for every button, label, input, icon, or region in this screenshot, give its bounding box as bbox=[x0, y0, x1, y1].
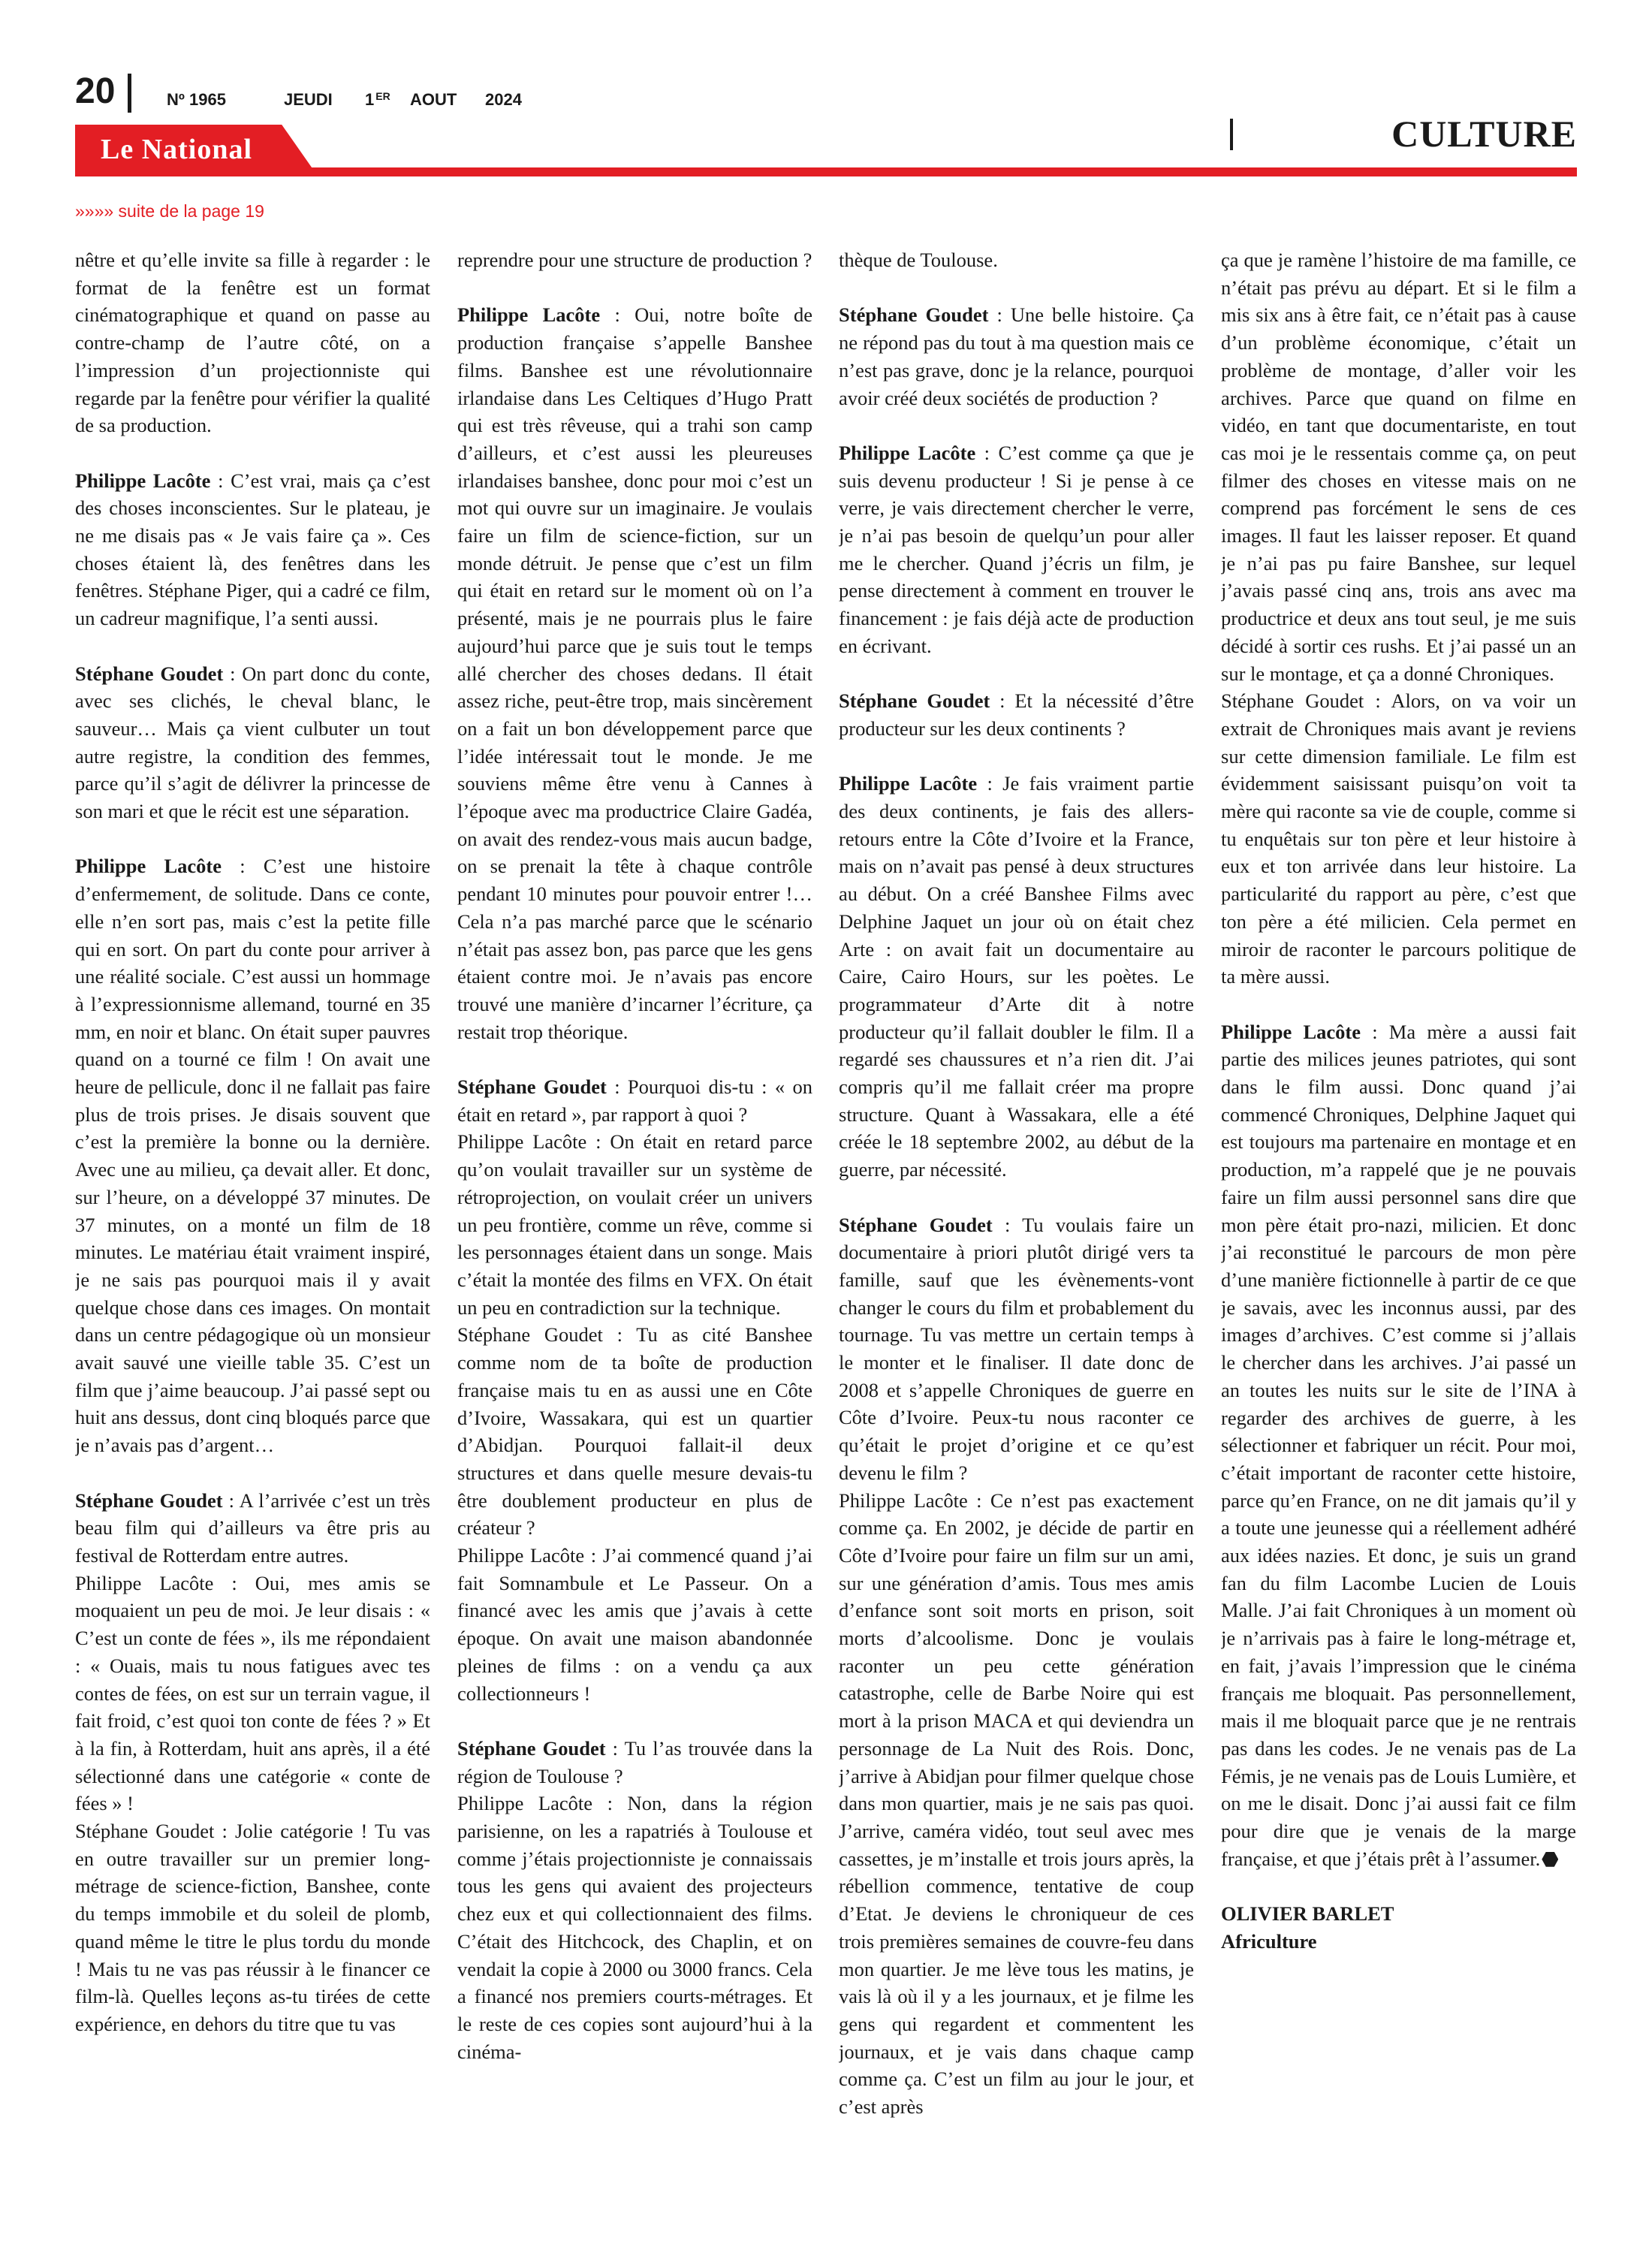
author-source: Africulture bbox=[1221, 1929, 1317, 1953]
paragraph-text: reprendre pour une structure de production ? bbox=[457, 249, 812, 271]
paragraph-text: : Je fais vraiment partie des deux continents, je fais des allers-retours entre la Côte d’Ivoire et la France, mais on n’avait pas pensé à deux structures au début. On a créé Banshee Films avec Delphine Jaquet un jour où on était chez Arte : on avait fait un documentaire au Caire, Cairo Hours, sur les poètes. Le programmateur d’Arte dit à notre producteur qu’il fallait doubler le film. Il a regardé ses chaussures et n’a rien dit. J’ai compris qu’il me fallait créer ma propre structure. Quant à Wassakara, elle a été créée le 18 septembre 2002, au début de la guerre, par nécessité. bbox=[839, 772, 1194, 1181]
article-column-1 bbox=[75, 246, 430, 2214]
speaker-name: Philippe Lacôte bbox=[75, 469, 211, 492]
article-paragraph bbox=[839, 1211, 1194, 1487]
speaker-name: Stéphane Goudet bbox=[839, 1213, 993, 1236]
speaker-name: Philippe Lacôte bbox=[457, 303, 601, 327]
article-paragraph bbox=[839, 1487, 1194, 2121]
paragraph-text: : C’est vrai, mais ça c’est des choses inconscientes. Sur le plateau, je ne me disais pas « Je vais faire ça ». Ces choses étaient là, des fenêtres dans les fenêtres. Stéphane Piger, qui a cadré ce film, un cadreur magnifique, l’a senti aussi. bbox=[75, 469, 430, 630]
speaker-name: Stéphane Goudet bbox=[839, 303, 989, 327]
issue-year: 2024 bbox=[485, 90, 522, 109]
article-paragraph bbox=[75, 246, 430, 439]
article-paragraph bbox=[75, 852, 430, 1458]
issue-info bbox=[167, 89, 522, 111]
article-column-3 bbox=[839, 246, 1194, 2214]
paragraph-text: : Une belle histoire. Ça ne répond pas du tout à ma question mais ce n’est pas grave, donc je la relance, pourquoi avoir créé deux sociétés de production ? bbox=[839, 303, 1194, 409]
article-paragraph bbox=[839, 246, 1194, 274]
paragraph-text: Philippe Lacôte : J’ai commencé quand j’ai fait Somnambule et Le Passeur. On a financé avec les amis que j’avais à cette époque. On avait une maison abandonnée pleines de films : on a vendu ça aux collectionneurs ! bbox=[457, 1544, 812, 1705]
article-paragraph bbox=[839, 301, 1194, 412]
article-paragraph bbox=[75, 1487, 430, 1570]
article-paragraph bbox=[75, 660, 430, 825]
article-paragraph bbox=[457, 1128, 812, 1321]
speaker-name: Stéphane Goudet bbox=[457, 1075, 607, 1099]
paragraph-text: : Et la nécessité d’être producteur sur les deux continents ? bbox=[839, 689, 1194, 740]
paragraph-text: Stéphane Goudet : Jolie catégorie ! Tu vas en outre travailler sur un premier long-métrage de science-fiction, Banshee, conte du temps immobile et du soleil de plomb, quand même le titre le plus tordu du monde ! Mais tu ne vas pas réussir à le financer ce film-là. Quelles leçons as-tu tirées de cette expérience, en dehors du titre que tu vas bbox=[75, 1820, 430, 2035]
article-paragraph bbox=[457, 1073, 812, 1128]
author-name: OLIVIER BARLET bbox=[1221, 1902, 1394, 1926]
paragraph-text: : Tu voulais faire un documentaire à priori plutôt dirigé vers ta famille, sauf que les évènements-vont changer le cours du film et probablement du tournage. Tu vas mettre un certain temps à le monter et le finaliser. Il date donc de 2008 et s’appelle Chroniques de guerre en Côte d’Ivoire. Peux-tu nous raconter ce qu’était le projet d’origine et ce qu’est devenu le film ? bbox=[839, 1213, 1194, 1484]
paragraph-text: : Pourquoi dis-tu : « on était en retard », par rapport à quoi ? bbox=[457, 1075, 812, 1126]
paragraph-text: : Oui, notre boîte de production française s’appelle Banshee films. Banshee est une révolutionnaire irlandaise dans Les Celtiques d’Hugo Pratt qui est très rêveuse, qui a trahi son camp d’ailleurs, et c’est aussi les pleureuses irlandaises banshee, donc pour moi c’est un mot qui ouvre sur un imaginaire. Je voulais faire un film de science-fiction, sur un monde détruit. Je pense que c’est un film qui était en retard sur le moment où on l’a présenté, mais je ne pourrais plus le faire aujourd’hui parce que je suis tout le temps allé chercher des choses dedans. Il était assez riche, peut-être trop, mais sincèrement on a fait un bon développement parce que l’idée intéressait tout le monde. Je me souviens même être venu à Cannes à l’époque avec ma productrice Claire Gadéa, on avait des rendez-vous mais aucun badge, on se prenait la tête à chaque contrôle pendant 10 minutes pour pouvoir entrer !… Cela n’a pas marché parce que le scénario n’était pas assez bon, pas parce que les gens étaient contre moi. Je n’avais pas encore trouvé une manière d’incarner l’écriture, ça restait trop théorique. bbox=[457, 303, 812, 1043]
paragraph-text: : C’est comme ça que je suis devenu producteur ! Si je pense à ce verre, je vais directement chercher le verre, je n’ai pas besoin de quelqu’un pour aller me le chercher. Quand j’écris un film, je pense directement à comment en trouver le financement : je fais déjà acte de production en écrivant. bbox=[839, 441, 1194, 657]
article-paragraph bbox=[839, 439, 1194, 660]
paragraph-text: Philippe Lacôte : Ce n’est pas exactement comme ça. En 2002, je décide de partir en Côte d’Ivoire pour faire un film sur un ami, sur une génération d’amis. Tous mes amis d’enfance sont soit morts en prison, soit morts d’alcoolisme. Donc je voulais raconter un peu cette génération catastrophe, celle de Barbe Noire qui est mort à la prison MACA et qui deviendra un personnage de La Nuit des Rois. Donc, j’arrive à Abidjan pour filmer quelque chose dans mon quartier, mais je ne sais pas quoi. J’arrive, caméra vidéo, tout seul avec mes cassettes, je m’installe et trois jours après, la rébellion commence, tentative de coup d’Etat. Je deviens le chroniqueur de ces trois premières semaines de couvre-feu dans mon quartier. Je me lève tous les matins, je vais là où il y a les journaux, et je filme les gens qui regardent et commentent les journaux, et je vais dans chaque camp comme ça. C’est un film au jour le jour, et c’est après bbox=[839, 1488, 1194, 2119]
article-end-mark bbox=[1542, 1852, 1558, 1867]
article-column-2 bbox=[457, 246, 812, 2214]
paragraph-text: : Ma mère a aussi fait partie des milices jeunes patriotes, qui sont dans le film aussi. Donc quand j’ai commencé Chroniques, Delphine Jaquet qui est toujours ma partenaire en montage et en production, m’a rappelé que je ne pouvais faire un film aussi personnel sans dire que mon père était pro-nazi, milicien. Et donc j’ai reconstitué le parcours de mon père d’une manière fictionnelle à partir de ce que je savais, avec les inconnus aussi, par des images d’archives. C’est comme si j’allais le chercher dans les archives. J’ai passé un an toutes les nuits sur le site de l’INA à regarder des archives de guerre, à les sélectionner et fabriquer un récit. Pour moi, c’était important de raconter cette histoire, parce qu’en France, on ne dit jamais qu’il y a toute une jeunesse qui a réellement adhéré aux idées nazies. Et donc, je suis un grand fan du film Lacombe Lucien de Louis Malle. J’ai fait Chroniques à un moment où je n’arrivais pas à faire le long-métrage et, en fait, j’avais l’impression que le cinéma français me bloquait. Pas personnellement, mais il me bloquait parce que je ne rentrais pas dans les codes. Je ne venais pas de La Fémis, je ne venais pas de Louis Lumière, et on me le disait. Donc j’ai aussi fait ce film pour dire que je venais de la marge française, et que j’étais prêt à l’assumer. bbox=[1221, 1020, 1576, 1870]
issue-day-suffix: ER bbox=[375, 90, 390, 102]
article-paragraph bbox=[75, 1817, 430, 2038]
speaker-name: Stéphane Goudet bbox=[75, 1488, 223, 1512]
speaker-name: Stéphane Goudet bbox=[839, 689, 990, 713]
brand-name: Le National bbox=[101, 134, 253, 165]
speaker-name: Philippe Lacôte bbox=[839, 441, 976, 464]
speaker-name: Stéphane Goudet bbox=[75, 662, 224, 685]
speaker-name: Stéphane Goudet bbox=[457, 1736, 606, 1760]
article-paragraph bbox=[457, 301, 812, 1045]
paragraph-text: Stéphane Goudet : Alors, on va voir un extrait de Chroniques mais avant je reviens sur cette dimension familiale. Le film est évidemment saisissant puisqu’on voit ta mère qui raconte sa vie de couple, comme si tu enquêtais sur ton père et leur histoire à eux et ton arrivée dans leur histoire. La particularité du rapport au père, c’est que ton père a été milicien. Cela permet en miroir de raconter le parcours politique de ta mère aussi. bbox=[1221, 689, 1576, 988]
paragraph-text: Philippe Lacôte : On était en retard parce qu’on voulait travailler sur un système de rétroprojection, on voulait créer un univers un peu frontière, comme un rêve, comme si les personnages étaient dans un songe. Mais c’était la montée des films en VFX. On était un peu en contradiction sur la technique. bbox=[457, 1130, 812, 1319]
section-title: CULTURE bbox=[1391, 113, 1577, 155]
paragraph-text: Stéphane Goudet : Tu as cité Banshee comme nom de ta boîte de production française mais tu en as aussi une en Côte d’Ivoire, Wassakara, qui est un quartier d’Abidjan. Pourquoi fallait-il deux structures et dans quelle mesure devais-tu être doublement producteur en plus de créateur ? bbox=[457, 1323, 812, 1540]
article-paragraph bbox=[457, 1321, 812, 1542]
article-paragraph bbox=[457, 246, 812, 274]
author-signature bbox=[1221, 1900, 1576, 1955]
speaker-name: Philippe Lacôte bbox=[839, 772, 978, 795]
paragraph-text: Philippe Lacôte : Oui, mes amis se moquaient un peu de moi. Je leur disais : « C’est un conte de fées », ils me répondaient : « Ouais, mais tu nous fatigues avec tes contes de fées, on est sur un terrain vague, il fait froid, c’est quoi ton conte de fées ? » Et à la fin, à Rotterdam, huit ans après, il a été sélectionné dans une catégorie « conte de fées » ! bbox=[75, 1571, 430, 1815]
article-column-4 bbox=[1221, 246, 1576, 2214]
article-paragraph bbox=[1221, 1018, 1576, 1873]
paragraph-text: : A l’arrivée c’est un très beau film qui d’ailleurs va être pris au festival de Rotterdam entre autres. bbox=[75, 1488, 430, 1567]
paragraph-text: Philippe Lacôte : Non, dans la région parisienne, on les a rapatriés à Toulouse et comme j’étais projectionniste je connaissais tous les gens qui avaient des projecteurs chez eux et qui collectionnaient des films. C’était des Hitchcock, des Chaplin, et on vendait la copie à 2000 ou 3000 francs. Cela a financé nos premiers courts-métrages. Et le reste de ces copies sont aujourd’hui à la cinéma- bbox=[457, 1792, 812, 2063]
section-divider bbox=[1230, 119, 1233, 150]
continued-from-note: »»»» suite de la page 19 bbox=[75, 201, 264, 221]
issue-day-number: 1 bbox=[365, 90, 375, 109]
article-paragraph bbox=[839, 687, 1194, 742]
article-paragraph bbox=[457, 1735, 812, 1790]
issue-number: Nº 1965 bbox=[167, 90, 226, 109]
article-paragraph bbox=[1221, 246, 1576, 687]
page-number-divider bbox=[128, 74, 131, 113]
paragraph-text: : On part donc du conte, avec ses clichés, le cheval blanc, le sauveur… Mais ça vient culbuter un tout autre registre, la condition des femmes, parce qu’il s’agit de délivrer la princesse de son mari et que le récit est une séparation. bbox=[75, 662, 430, 823]
article-paragraph bbox=[457, 1542, 812, 1707]
paragraph-text: nêtre et qu’elle invite sa fille à regarder : le format de la fenêtre est un format cinématographique et quand on passe au contre-champ de l’autre côté, on a l’impression d’un projectionniste qui regarde par la fenêtre pour vérifier la qualité de sa production. bbox=[75, 249, 430, 437]
issue-date-day bbox=[365, 89, 410, 111]
article-paragraph bbox=[75, 1570, 430, 1817]
paragraph-text: ça que je ramène l’histoire de ma famille, ce n’était pas prévu au départ. Et si le film a mis six ans à être fait, ce n’était pas à cause d’un problème économique, c’était un problème de montage, d’aller voir les archives. Parce que quand on filme en vidéo, en tant que documentariste, en tout cas moi je le ressentais comme ça, on peut filmer des choses en vitesse mais on ne comprend pas forcément le sens de ces images. Il faut les laisser reposer. Et quand je n’ai pas pu faire Banshee, sur lequel j’avais passé cinq ans, trois ans avec ma productrice et deux ans tout seul, je me suis décidé à sortir ces rushs. Et j’ai passé un an sur le montage, et ça a donné Chroniques. bbox=[1221, 249, 1576, 685]
paragraph-text: : Tu l’as trouvée dans la région de Toulouse ? bbox=[457, 1736, 812, 1787]
paragraph-text: thèque de Toulouse. bbox=[839, 249, 998, 271]
page-number: 20 bbox=[75, 71, 116, 111]
article-paragraph bbox=[1221, 687, 1576, 991]
paragraph-text: : C’est une histoire d’enfermement, de solitude. Dans ce conte, elle n’en sort pas, mais c’est la petite fille qui en sort. On part du conte pour arriver à une réalité sociale. C’est aussi un hommage à l’expressionnisme allemand, tourné en 35 mm, en noir et blanc. On était super pauvres quand on a tourné ce film ! On avait une heure de pellicule, donc il ne fallait pas faire plus de trois prises. Je disais souvent que c’est la première la bonne ou la dernière. Avec une au milieu, ça devait aller. Et donc, sur l’heure, on a développé 37 minutes. De 37 minutes, on a monté un film de 18 minutes. Le matériau était vraiment inspiré, je ne sais pas pourquoi mais il y avait quelque chose dans ces images. On montait dans un centre pédagogique où un monsieur avait sauvé une vieille table 35. C’est un film que j’aime beaucoup. J’ai passé sept ou huit ans dessus, dont cinq bloqués parce que je n’avais pas d’argent… bbox=[75, 855, 430, 1457]
article-paragraph bbox=[75, 467, 430, 632]
article-paragraph bbox=[457, 1790, 812, 2065]
issue-month: AOUT bbox=[410, 90, 457, 109]
speaker-name: Philippe Lacôte bbox=[1221, 1020, 1361, 1043]
issue-weekday: JEUDI bbox=[284, 90, 333, 109]
article-paragraph bbox=[839, 770, 1194, 1184]
speaker-name: Philippe Lacôte bbox=[75, 855, 222, 878]
